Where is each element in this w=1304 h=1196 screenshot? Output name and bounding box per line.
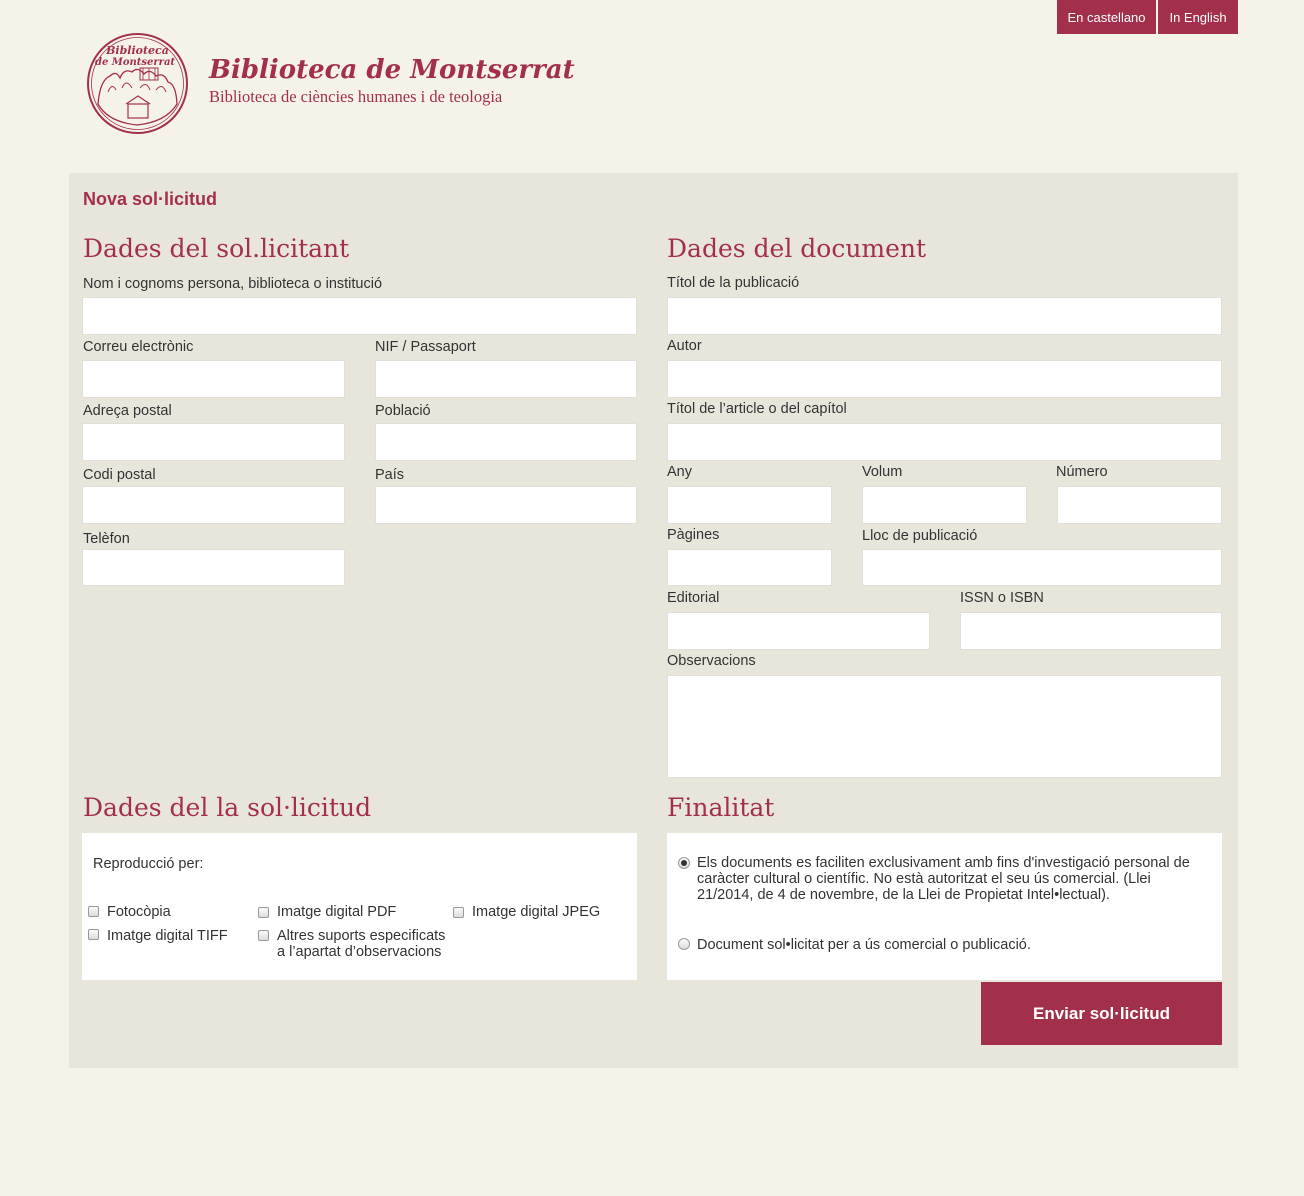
volume-input[interactable]: [862, 486, 1027, 524]
reproduction-label: Reproducció per:: [93, 856, 204, 872]
submit-button[interactable]: Enviar sol·licitud: [981, 982, 1222, 1045]
pub-place-input[interactable]: [862, 549, 1222, 586]
phone-label: Telèfon: [83, 531, 130, 547]
request-heading: Dades del la sol·licitud: [83, 793, 372, 822]
pages-label: Pàgines: [667, 527, 720, 543]
author-input[interactable]: [667, 360, 1222, 398]
year-input[interactable]: [667, 486, 832, 524]
volume-label: Volum: [862, 464, 903, 480]
site-subtitle: Biblioteca de ciències humanes i de teologia: [209, 87, 503, 106]
nif-label: NIF / Passaport: [375, 339, 476, 355]
photocopy-checkbox[interactable]: [88, 906, 99, 917]
pdf-option-label: Imatge digital PDF: [277, 904, 397, 920]
country-input[interactable]: [375, 486, 637, 524]
name-input[interactable]: [82, 297, 637, 335]
email-input[interactable]: [82, 360, 345, 398]
address-input[interactable]: [82, 423, 345, 461]
pub-place-label: Lloc de publicació: [862, 528, 978, 544]
nif-input[interactable]: [375, 360, 637, 398]
jpeg-option-label: Imatge digital JPEG: [472, 904, 601, 920]
pub-title-input[interactable]: [667, 297, 1222, 335]
pdf-checkbox[interactable]: [258, 907, 269, 918]
name-label: Nom i cognoms persona, biblioteca o institució: [83, 276, 383, 292]
publisher-input[interactable]: [667, 612, 930, 650]
notes-label: Observacions: [667, 653, 756, 669]
photocopy-option-label: Fotocòpia: [107, 904, 171, 920]
notes-textarea[interactable]: [667, 675, 1222, 778]
commercial-radio[interactable]: [678, 938, 690, 950]
city-label: Població: [375, 403, 431, 419]
city-input[interactable]: [375, 423, 637, 461]
pub-title-label: Títol de la publicació: [667, 275, 800, 291]
jpeg-checkbox[interactable]: [453, 907, 464, 918]
form-title: Nova sol·licitud: [83, 189, 218, 209]
publisher-label: Editorial: [667, 590, 720, 606]
library-seal-logo: [86, 32, 189, 135]
postcode-input[interactable]: [82, 486, 345, 524]
other-media-option-label: Altres suports especificats a l’apartat d’observacions: [277, 928, 446, 960]
other-media-checkbox[interactable]: [258, 930, 269, 941]
postcode-label: Codi postal: [83, 467, 156, 483]
article-title-label: Títol de l’article o del capítol: [667, 401, 847, 417]
pages-input[interactable]: [667, 549, 832, 586]
tiff-checkbox[interactable]: [88, 929, 99, 940]
issn-label: ISSN o ISBN: [960, 590, 1044, 606]
issn-input[interactable]: [960, 612, 1222, 650]
tiff-option-label: Imatge digital TIFF: [107, 928, 228, 944]
year-label: Any: [667, 464, 692, 480]
svg-text:Biblioteca: Biblioteca: [106, 44, 169, 57]
lang-english-button[interactable]: In English: [1158, 0, 1238, 34]
number-label: Número: [1056, 464, 1108, 480]
country-label: País: [375, 467, 405, 483]
requester-heading: Dades del sol.licitant: [83, 234, 350, 263]
svg-text:de Montserrat: de Montserrat: [94, 57, 176, 68]
research-option-label: Els documents es faciliten exclusivament amb fins d'investigació personal de caràcter cultural o científic. No està autoritzat el seu ús comercial. (Llei 21/2014, de 4 de novembre, de la Llei de Propietat Intel•lectual).: [697, 855, 1190, 903]
phone-input[interactable]: [82, 549, 345, 586]
purpose-heading: Finalitat: [667, 793, 775, 822]
number-input[interactable]: [1057, 486, 1222, 524]
research-radio[interactable]: [678, 857, 690, 869]
email-label: Correu electrònic: [83, 339, 194, 355]
author-label: Autor: [667, 338, 702, 354]
document-heading: Dades del document: [667, 234, 927, 263]
site-title: Biblioteca de Montserrat: [209, 55, 575, 85]
address-label: Adreça postal: [83, 403, 172, 419]
lang-castellano-button[interactable]: En castellano: [1057, 0, 1156, 34]
commercial-option-label: Document sol•licitat per a ús comercial o publicació.: [697, 937, 1031, 953]
article-title-input[interactable]: [667, 423, 1222, 461]
